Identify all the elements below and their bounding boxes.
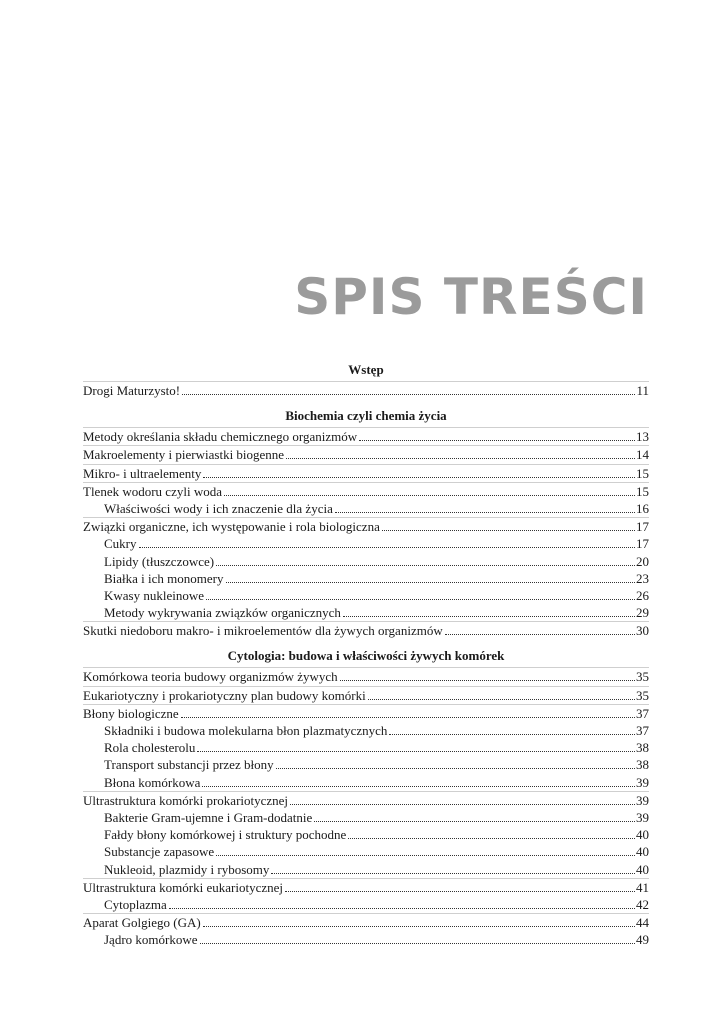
dot-leader xyxy=(169,907,635,909)
toc-entry[interactable] xyxy=(83,686,649,704)
toc-entry[interactable] xyxy=(83,482,649,500)
entry-page-number: 14 xyxy=(636,447,649,463)
toc-subentry[interactable] xyxy=(83,756,649,773)
entry-label: Błony biologiczne xyxy=(83,705,179,721)
entry-page-number: 38 xyxy=(636,740,649,756)
dot-leader xyxy=(348,837,635,839)
toc-subentry[interactable] xyxy=(83,826,649,843)
dot-leader xyxy=(335,511,635,513)
entry-label: Składniki i budowa molekularna błon plazmatycznych xyxy=(104,723,388,738)
dot-leader xyxy=(389,733,635,735)
dot-leader xyxy=(368,698,635,700)
section-heading: Biochemia czyli chemia życia xyxy=(285,408,447,424)
dot-leader xyxy=(445,633,635,635)
toc-subentry[interactable] xyxy=(83,861,649,878)
entry-page-number: 17 xyxy=(636,536,649,552)
entry-label: Skutki niedoboru makro- i mikroelementów dla żywych organizmów xyxy=(83,623,443,639)
toc-entry[interactable] xyxy=(83,791,649,809)
toc-entry[interactable] xyxy=(83,667,649,685)
entry-page-number: 16 xyxy=(636,500,649,516)
entry-page-number: 17 xyxy=(636,519,649,535)
dot-leader xyxy=(216,854,635,856)
toc-entry[interactable] xyxy=(83,913,649,931)
dot-leader xyxy=(182,393,635,395)
toc-subentry[interactable] xyxy=(83,535,649,552)
entry-page-number: 41 xyxy=(636,879,649,895)
toc-entry[interactable] xyxy=(83,381,649,399)
entry-label: Fałdy błony komórkowej i struktury pochodne xyxy=(104,827,347,843)
toc-entry[interactable] xyxy=(83,704,649,722)
entry-label: Aparat Golgiego (GA) xyxy=(83,915,201,931)
dot-leader xyxy=(226,581,635,583)
toc-subentry[interactable] xyxy=(83,587,649,604)
entry-label: Nukleoid, plazmidy i rybosomy xyxy=(104,861,270,877)
toc-subentry[interactable] xyxy=(83,722,649,739)
entry-page-number: 39 xyxy=(636,809,649,825)
entry-page-number: 23 xyxy=(636,570,649,586)
toc-entry[interactable] xyxy=(83,878,649,896)
entry-page-number: 15 xyxy=(636,483,649,499)
entry-page-number: 29 xyxy=(636,605,649,621)
toc-entry[interactable] xyxy=(83,517,649,535)
entry-page-number: 30 xyxy=(636,623,649,639)
toc-subentry[interactable] xyxy=(83,809,649,826)
dot-leader xyxy=(343,615,635,617)
entry-label: Tlenek wodoru czyli woda xyxy=(83,483,222,499)
entry-page-number: 37 xyxy=(636,705,649,721)
dot-leader xyxy=(286,457,635,459)
dot-leader xyxy=(203,925,635,927)
entry-label: Metody określania składu chemicznego organizmów xyxy=(83,429,358,445)
entry-page-number: 40 xyxy=(636,844,649,860)
entry-label: Cytoplazma xyxy=(104,896,167,912)
toc-subentry[interactable] xyxy=(83,896,649,913)
entry-page-number: 35 xyxy=(636,687,649,703)
entry-label: Makroelementy i pierwiastki biogenne xyxy=(83,447,285,463)
entry-label: Jądro komórkowe xyxy=(104,932,198,948)
toc-subentry[interactable] xyxy=(83,931,649,948)
dot-leader xyxy=(276,767,635,769)
section-heading: Wstęp xyxy=(348,362,384,377)
entry-page-number: 37 xyxy=(636,723,649,738)
entry-label: Drogi Maturzysto! xyxy=(83,383,181,398)
entry-page-number: 49 xyxy=(636,932,649,948)
dot-leader xyxy=(340,679,635,681)
table-of-contents xyxy=(83,359,649,948)
entry-page-number: 15 xyxy=(636,465,649,481)
toc-subentry[interactable] xyxy=(83,553,649,570)
toc-subentry[interactable] xyxy=(83,570,649,587)
entry-label: Cukry xyxy=(104,536,137,552)
dot-leader xyxy=(206,598,635,600)
entry-page-number: 39 xyxy=(636,774,649,790)
entry-label: Eukariotyczny i prokariotyczny plan budowy komórki xyxy=(83,687,366,703)
section-heading: Cytologia: budowa i właściwości żywych komórek xyxy=(227,648,505,664)
dot-leader xyxy=(224,494,635,496)
toc-subentry[interactable] xyxy=(83,774,649,791)
entry-label: Bakterie Gram-ujemne i Gram-dodatnie xyxy=(104,809,313,825)
toc-subentry[interactable] xyxy=(83,604,649,621)
toc-subentry[interactable] xyxy=(83,500,649,517)
entry-label: Właściwości wody i ich znaczenie dla życia xyxy=(104,500,333,516)
page-title: SPIS TREŚCI xyxy=(294,268,648,326)
entry-page-number: 44 xyxy=(636,915,649,931)
dot-leader xyxy=(382,529,635,531)
toc-entry[interactable] xyxy=(83,621,649,639)
entry-label: Mikro- i ultraelementy xyxy=(83,465,202,481)
entry-page-number: 40 xyxy=(636,861,649,877)
entry-page-number: 26 xyxy=(636,587,649,603)
dot-leader xyxy=(197,750,635,752)
entry-page-number: 35 xyxy=(636,669,649,685)
toc-entry[interactable] xyxy=(83,464,649,482)
entry-page-number: 42 xyxy=(636,896,649,912)
entry-page-number: 20 xyxy=(636,553,649,569)
entry-label: Kwasy nukleinowe xyxy=(104,587,205,603)
toc-subentry[interactable] xyxy=(83,739,649,756)
dot-leader xyxy=(139,546,636,548)
entry-page-number: 13 xyxy=(636,429,649,445)
toc-subentry[interactable] xyxy=(83,843,649,860)
dot-leader xyxy=(203,476,635,478)
entry-page-number: 11 xyxy=(636,383,649,398)
dot-leader xyxy=(181,716,635,718)
toc-entry[interactable] xyxy=(83,445,649,463)
toc-entry[interactable] xyxy=(83,427,649,445)
dot-leader xyxy=(216,564,635,566)
entry-label: Substancje zapasowe xyxy=(104,844,215,860)
entry-label: Lipidy (tłuszczowce) xyxy=(104,553,215,569)
entry-label: Białka i ich monomery xyxy=(104,570,224,586)
dot-leader xyxy=(359,439,635,441)
entry-label: Transport substancji przez błony xyxy=(104,757,274,773)
dot-leader xyxy=(202,785,635,787)
entry-label: Metody wykrywania związków organicznych xyxy=(104,605,341,621)
entry-page-number: 38 xyxy=(636,757,649,773)
entry-label: Komórkowa teoria budowy organizmów żywych xyxy=(83,669,338,685)
entry-label: Związki organiczne, ich występowanie i rola biologiczna xyxy=(83,519,380,535)
entry-label: Ultrastruktura komórki prokariotycznej xyxy=(83,792,289,808)
dot-leader xyxy=(285,890,635,892)
entry-page-number: 40 xyxy=(636,827,649,843)
dot-leader xyxy=(200,942,635,944)
entry-page-number: 39 xyxy=(636,792,649,808)
dot-leader xyxy=(271,872,635,874)
dot-leader xyxy=(314,820,635,822)
dot-leader xyxy=(290,803,635,805)
entry-label: Rola cholesterolu xyxy=(104,740,196,756)
entry-label: Błona komórkowa xyxy=(104,774,201,790)
entry-label: Ultrastruktura komórki eukariotycznej xyxy=(83,879,283,895)
